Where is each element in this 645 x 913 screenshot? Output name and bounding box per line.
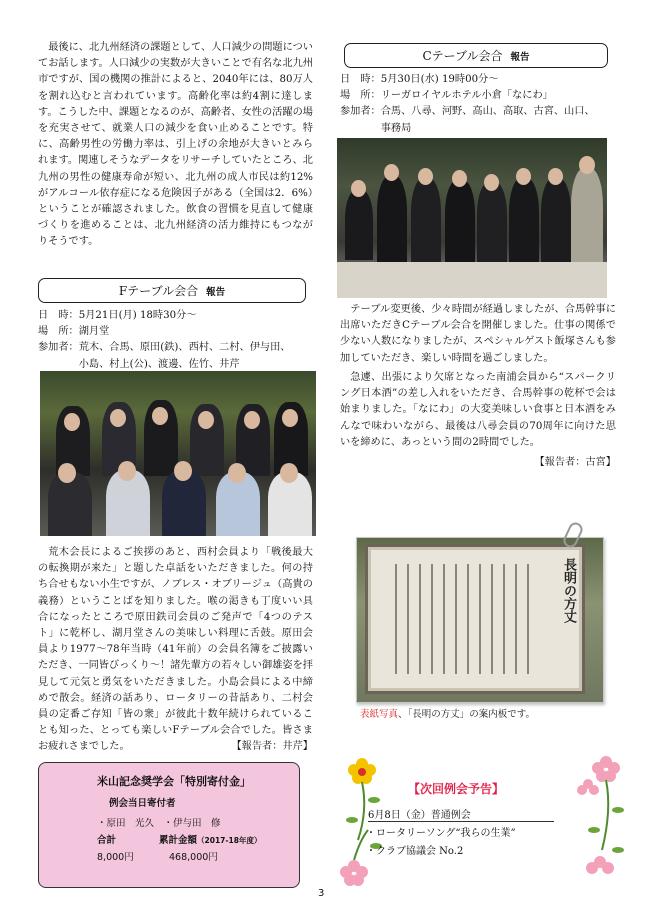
cover-sign-photo bbox=[356, 537, 604, 703]
c-table-heading bbox=[344, 43, 608, 68]
c-table-title: Cテーブル会合 bbox=[422, 49, 503, 63]
next-meeting-title: 【次回例会予告】 bbox=[408, 782, 505, 796]
c-table-title-sub: 報告 bbox=[510, 51, 530, 63]
f-table-report: 荒木会長によるご挨拶のあと、西村会員より「戦後最大の転換期が来た」と題した卓話をいただきました。何の持ち合せもない小生ですが、ノブレス・オブリージュ（高貴の義務）ということばを知りました。喉の渇きも丁度いい具合になったところで原田鉄司会員のご発声で「4つのテスト」に乾杯し、湖月堂さんの美味しい料理に舌鼓。原田会員より1977～78年当時（41年前）の会員名簿をご披露いただき、一同皆びっくり～！諸先輩方の若々しい御雄姿を拝見して元気と勇気をいただきました。小島会員による中締めで散会。経済の話あり、ロータリーの昔話あり、二村会員の定番ご存知「皆の衆」が彼此十数年続けられていることも知った、とっても楽しいFテーブル会合でした。皆さまお疲れさまでした。 bbox=[38, 547, 313, 753]
next-meeting-box bbox=[338, 750, 632, 890]
f-table-heading bbox=[38, 278, 306, 303]
c-table-paragraph-2: 急遽、出張により欠席となった南浦会員から“スパークリング日本酒”の差し入れをいただき、合馬幹事の乾杯で会は始まりました。「なにわ」の大変美味しい食事と日本酒をみんなで味わいながら、最後は八尋会員の70周年に向けた思いを締めに、あっという間の2時間でした。 bbox=[340, 372, 616, 448]
intro-paragraph: 最後に、北九州経済の課題として、人口減少の問題についてお話します。人口減少の実数が大きいことで有名な北九州市ですが、国の機関の推計によると、2040年には、80万人を割れ込むと言われています。高齢化率は約4割に達します。こうした中、課題となるのが、高齢者、女性の活躍の場を充実させて、就業人口の減少を食い止めることです。特に、高齢男性の労働力率は、引上げの余地が大きいとみられます。関連しそうなデータをリサーチしていたところ、北九州の男性の健康寿命が短い、北九州の成人市民は約12%がアルコール依存症になる危険因子がある（全国は2．6%）ということが確認されました。飲食の習慣を見直して健康づくりを進めることは、北九州経済の活力維持にもつながりそうです。 bbox=[38, 42, 313, 248]
cover-sign-text: 長明の方丈 bbox=[561, 558, 576, 623]
f-table-date: 日 時： 5月21日(月) 18時30分～ bbox=[38, 310, 197, 321]
c-table-date: 日 時： 5月30日(水) 19時00分～ bbox=[340, 74, 499, 85]
donation-title: 米山記念奨学会「特別寄付金」 bbox=[97, 775, 251, 788]
cover-caption: 表紙写真、「長明の方丈」の案内板です。 bbox=[360, 709, 536, 720]
c-table-attendees: 参加者： 合馬、八尋、河野、高山、高取、古宮、山口、 事務局 bbox=[340, 106, 595, 134]
f-table-title: Fテーブル会合 bbox=[118, 284, 199, 298]
f-table-title-sub: 報告 bbox=[206, 286, 226, 298]
c-table-meta bbox=[340, 72, 615, 137]
c-table-reporter: 【報告者：古宮】 bbox=[534, 457, 616, 468]
page-number: 3 bbox=[318, 888, 325, 899]
f-table-attendees: 参加者： 荒木、合馬、原田(鉄)、西村、二村、伊与田、 小島、村上(公)、渡邊、佐竹、井芹 bbox=[38, 342, 291, 370]
donation-cumulative-label: 累計金額（2017-18年度） bbox=[159, 835, 262, 846]
donation-subtitle: 例会当日寄付者 bbox=[109, 798, 176, 809]
f-table-reporter: 【報告者：井芹】 bbox=[231, 741, 313, 752]
next-meeting-item-1: ・ロータリーソング“我らの生業” bbox=[366, 828, 516, 839]
donation-donors: ・原田 光久 ・伊与田 修 bbox=[97, 818, 221, 829]
f-table-group-photo bbox=[40, 371, 316, 536]
f-table-place: 場 所： 湖月堂 bbox=[38, 326, 110, 338]
next-meeting-date: 6月8日（金）普通例会 bbox=[368, 806, 554, 822]
next-meeting-item-2: ・クラブ協議会 No.2 bbox=[366, 846, 464, 857]
donation-cumulative-value: 468,000円 bbox=[169, 852, 218, 863]
c-table-group-photo bbox=[337, 138, 607, 298]
c-table-place: 場 所： リーガロイヤルホテル小倉「なにわ」 bbox=[340, 90, 553, 102]
c-table-paragraph-1: テーブル変更後、少々時間が経過しましたが、合馬幹事に出席いただきCテーブル会合を開催しました。仕事の関係で少ない人数になりましたが、スペシャルゲスト飯塚さんも参加していただき、楽しい時間を過ごしました。 bbox=[340, 304, 616, 364]
f-table-meta bbox=[38, 308, 313, 373]
yoneyama-donation-box bbox=[38, 762, 300, 888]
donation-total-value: 8,000円 bbox=[97, 852, 134, 863]
donation-total-label: 合計 bbox=[97, 835, 117, 846]
